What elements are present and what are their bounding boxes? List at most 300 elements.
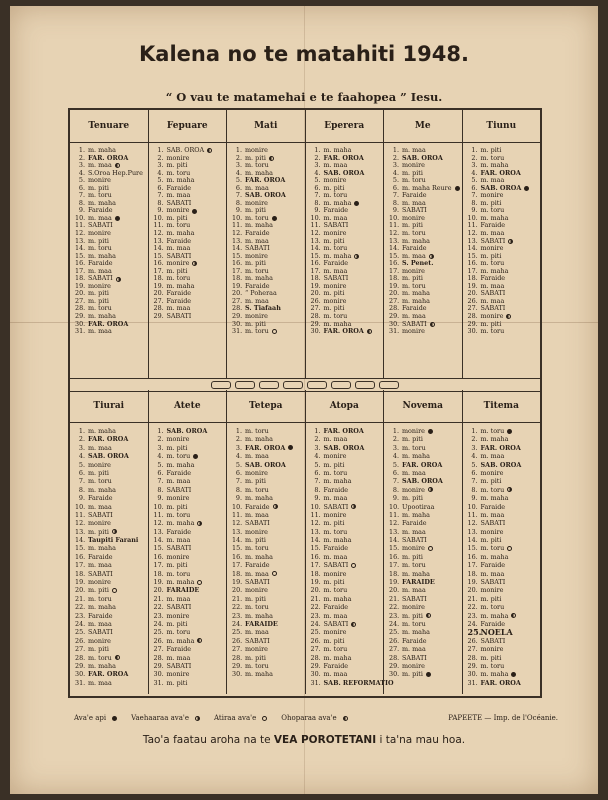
day-number: 18. [75,569,86,578]
day-label: m. maha [88,312,116,321]
day-label: monire [323,569,347,578]
day-label: m. maa [402,198,426,207]
day-number: 19. [310,281,321,290]
day-number: 29. [153,312,164,321]
day-number: 31. [310,678,321,687]
day-row [311,528,384,536]
month-name: Tetepa [227,390,305,423]
day-label: monire [166,259,190,268]
day-row [154,511,227,519]
day-label: Faraide [245,281,270,290]
day-label: m. toru [88,594,112,603]
month-name: Atopa [306,390,384,423]
day-number: 29. [232,661,243,670]
day-label: monire [323,281,347,290]
day-row [468,427,541,435]
month-name: Atete [149,390,227,423]
day-number: 6. [157,468,164,477]
day-label: m. maha [402,289,430,298]
day-label: m. maa [323,213,348,222]
day-number: 28. [153,653,164,662]
day-number: 4. [157,452,164,461]
day-number: 29. [153,661,164,670]
day-number: 18. [389,274,400,283]
day-number: 5. [157,460,164,469]
month-name: Titema [463,390,541,423]
day-label: m. toru [323,191,348,200]
day-label: m. maa [402,251,426,260]
day-row [468,192,541,200]
day-number: 21. [310,594,321,603]
day-row [232,435,305,443]
day-label: FAR. OROA [88,319,129,328]
day-label: m. maha [480,266,509,275]
day-number: 17. [467,266,478,275]
day-number: 14. [153,536,164,545]
day-label: Faraide [323,485,349,494]
month-column-eperera [305,110,384,378]
day-row [232,313,305,321]
day-list [384,143,462,336]
day-row [232,253,305,261]
day-number: 30. [310,670,321,679]
day-number: 18. [467,274,478,283]
day-label: m. maha [88,485,116,494]
day-row [468,603,541,611]
day-row [311,298,384,306]
day-label: m. piti [402,274,423,283]
day-label: monire [402,266,425,275]
day-label: monire [480,191,504,200]
printer-credit: PAPEETE — Imp. de l'Océanie. [448,714,558,722]
day-label: Faraide [402,304,427,313]
day-number: 23. [75,611,86,620]
day-label: Faraide [402,191,427,200]
day-number: 3. [157,443,164,452]
day-row [232,477,305,485]
moon-last-quarter-icon [426,613,431,618]
day-row [389,260,462,268]
day-row [389,461,462,469]
day-row [154,155,227,163]
day-label: m. maa [323,611,348,620]
day-label: FAR. OROA [323,327,364,336]
day-label: SABATI [88,274,113,283]
day-number: 31. [153,678,164,687]
day-label: monire [88,578,111,587]
day-number: 10. [389,213,400,222]
day-row [389,670,462,678]
day-label: m. piti [88,586,109,595]
moon-last-quarter-icon [207,148,212,153]
day-row [232,561,305,569]
day-label: FAR. OROA [323,427,364,435]
day-number: 2. [157,435,164,444]
day-label: m. toru [166,168,191,177]
day-label: m. piti [323,578,345,587]
day-number: 20. [389,289,400,298]
day-number: 29. [467,319,478,328]
day-label: m. maa [323,435,348,444]
day-label: Faraide [402,519,427,528]
day-row [468,662,541,670]
day-number: 21. [467,594,478,603]
day-row [311,328,384,336]
day-label: m. maa [88,327,112,336]
day-number: 9. [392,206,399,215]
day-label: m. toru [480,206,505,215]
day-label: monire [480,645,504,654]
day-row [311,654,384,662]
day-number: 13. [153,236,164,245]
day-row [232,628,305,636]
day-label: S. Tiafaah [245,304,281,313]
day-row [75,177,148,185]
day-number: 3. [314,161,321,170]
day-label: m. maa [88,678,112,687]
day-label: SABATI [402,536,427,545]
day-number: 6. [78,183,85,192]
day-label: m. maa [480,510,505,519]
day-row [311,494,384,502]
day-label: SABATI [166,312,192,321]
day-number: 4. [235,452,242,461]
day-row [468,469,541,477]
day-label: m. toru [166,274,191,283]
day-label: monire [402,427,425,435]
month-column-titema [462,390,541,694]
day-label: m. maa [323,494,348,503]
day-number: 27. [153,645,164,654]
day-label: Faraide [402,244,427,253]
day-list [306,423,394,687]
day-row [311,486,384,494]
ornament-chain [211,381,399,389]
month-column-novema [383,390,462,694]
day-row [389,268,462,276]
day-label: m. maha [245,168,273,177]
day-row [232,637,305,645]
day-number: 15. [389,251,400,260]
day-row [389,561,462,569]
day-row [232,511,305,519]
day-number: 31. [75,327,86,336]
day-label: m. maha [245,552,273,561]
day-number: 29. [310,319,321,328]
month-name: Novema [384,390,462,423]
day-label: m. toru [480,327,505,336]
day-label: SABATI [323,274,349,283]
day-row [389,162,462,170]
legend-text: Vaehaaraa ava'e [131,714,189,722]
moon-full-icon [272,571,277,576]
day-number: 17. [310,561,321,570]
day-label: monire [245,312,268,321]
day-number: 26. [232,636,243,645]
day-label: m. maa [402,146,426,154]
day-label: m. piti [402,435,423,444]
day-label: m. toru [166,569,191,578]
day-row [389,612,462,620]
day-label: m. toru [166,221,191,230]
day-label: m. maha [323,251,352,260]
day-number: 20. [467,289,478,298]
day-number: 10. [310,213,321,222]
day-label: m. piti [245,259,266,268]
day-number: 7. [392,191,399,200]
day-number: 3. [78,161,85,170]
day-number: 4. [314,168,321,177]
day-row [311,670,384,678]
day-row [311,511,384,519]
moon-last-quarter-icon [430,322,435,327]
day-row [154,486,227,494]
day-number: 24. [389,619,400,628]
day-label: monire [323,452,347,461]
day-label: m. maa [166,594,191,603]
day-label: monire [402,544,425,553]
day-row [311,461,384,469]
day-row [75,477,148,485]
day-label: m. maa [323,266,348,275]
day-row [311,477,384,485]
day-label: m. piti [245,153,266,162]
day-label: m. piti [323,289,345,298]
day-number: 11. [467,510,478,519]
day-number: 1. [392,427,399,435]
day-row [154,427,227,435]
day-number: 11. [153,510,164,519]
day-row [232,245,305,253]
day-row [75,553,148,561]
day-row [389,586,462,594]
day-number: 8. [235,198,242,207]
day-row [389,155,462,163]
day-label: Faraide [323,661,349,670]
day-row [154,494,227,502]
day-number: 11. [389,510,400,519]
day-number: 3. [392,161,399,170]
day-row [154,612,227,620]
day-number: 6. [471,468,478,477]
day-row [468,595,541,603]
day-number: 9. [471,206,478,215]
day-number: 2. [314,153,321,162]
day-number: 3. [471,161,478,170]
day-row [154,603,227,611]
day-number: 7. [235,191,242,200]
day-number: 22. [75,603,86,612]
day-row [468,519,541,527]
month-name: Tiunu [463,110,541,143]
day-number: 10. [75,502,86,511]
day-number: 27. [467,645,478,654]
day-row [75,290,148,298]
moon-first-quarter-icon [116,277,121,282]
day-label: SABATI [480,636,506,645]
day-number: 28. [310,312,321,321]
day-number: 11. [232,510,243,519]
day-label: SABATI [323,502,349,511]
day-row [468,637,541,645]
day-row [389,503,462,511]
moon-first-quarter-icon [354,254,359,259]
day-label: m. maa [402,586,426,595]
day-label: m. piti [480,536,502,545]
day-row [154,147,227,155]
day-number: 28. [467,312,478,321]
day-label: m. toru [245,661,269,670]
day-label: m. maha [402,569,430,578]
day-label: m. maha [323,594,352,603]
day-label: Faraide [245,561,270,570]
day-number: 10. [467,502,478,511]
day-label: monire [166,494,190,503]
day-number: 27. [75,296,86,305]
day-row [154,578,227,586]
day-label: SABATI [166,251,192,260]
day-number: 2. [471,435,478,444]
day-label: m. toru [480,661,505,670]
day-number: 28. [75,653,86,662]
day-label: Faraide [480,619,506,628]
day-number: 30. [389,670,400,679]
day-label: m. maa [480,569,505,578]
day-label: SABATI [480,519,506,528]
day-row [311,283,384,291]
day-row [311,536,384,544]
day-number: 27. [75,645,86,654]
day-row [232,452,305,460]
day-number: 17. [232,561,243,570]
day-number: 7. [471,191,478,200]
day-number: 11. [310,510,321,519]
day-number: 4. [471,452,478,461]
day-label: monire [166,153,190,162]
moon-full-icon [197,580,202,585]
day-number: 23. [389,611,400,620]
day-number: 10. [467,213,478,222]
day-row [232,570,305,578]
day-number: 21. [232,594,243,603]
moon-last-quarter-icon [197,638,202,643]
day-number: 27. [232,645,243,654]
day-number: 15. [75,544,86,553]
day-label: monire [88,176,111,185]
moon-new-icon [192,209,197,214]
day-row [154,469,227,477]
day-row [75,536,148,544]
day-number: 5. [157,176,164,185]
day-label: monire [245,146,268,154]
day-label: m. maa [245,183,269,192]
day-number: 3. [314,443,321,452]
day-number: 10. [389,502,400,511]
day-label: m. piti [402,494,423,503]
day-number: 14. [389,536,400,545]
day-number: 28. [232,304,243,313]
day-label: NOELA [480,627,513,638]
day-label: m. maha [402,628,430,637]
moon-last-quarter-icon [269,156,274,161]
day-number: 9. [392,494,399,503]
day-label: monire [402,327,425,336]
day-row [154,519,227,527]
day-label: m. maha [166,636,195,645]
day-label: m. piti [323,183,345,192]
day-label: SAB. OROA [323,443,365,452]
day-label: m. maha [323,319,352,328]
day-label: FARAIDE [166,586,200,595]
day-label: m. maha [323,653,352,662]
day-row [389,215,462,223]
day-number: 5. [235,460,242,469]
day-label: Faraide [480,274,506,283]
day-label: FAR. OROA [323,153,364,162]
month-name: Mati [227,110,305,143]
day-row [311,603,384,611]
day-row [75,620,148,628]
day-row [311,452,384,460]
day-label: m. toru [480,427,505,435]
day-number: 13. [467,527,478,536]
day-number: 11. [153,221,164,230]
day-row [389,494,462,502]
day-row [468,494,541,502]
day-row [232,603,305,611]
day-number: 8. [314,485,321,494]
day-label: SAB. OROA [245,460,286,469]
day-number: 5. [471,460,478,469]
month-name: Tiurai [70,390,148,423]
day-label: Faraide [402,636,427,645]
day-row [389,603,462,611]
day-number: 16. [467,259,478,268]
day-label: m. toru [323,312,348,321]
day-list [306,143,384,336]
day-label: monire [402,603,425,612]
day-label: monire [245,198,268,207]
moon-full-icon [507,546,512,551]
day-row [232,654,305,662]
day-label: m. piti [402,168,423,177]
day-label: m. toru [245,485,269,494]
day-row [75,612,148,620]
moon-last-quarter-icon [351,622,356,627]
day-number: 22. [153,603,164,612]
day-label: m. toru [88,244,112,253]
day-number: 28. [232,653,243,662]
day-label: m. toru [480,153,505,162]
day-label: m. maa [166,304,191,313]
day-label: m. toru [480,485,505,494]
day-number: 19. [153,578,164,587]
day-label: m. piti [88,645,109,654]
day-number: 19. [75,281,86,290]
day-label: SABATI [323,561,349,570]
day-number: 1. [314,146,321,154]
day-number: 4. [78,452,85,461]
day-label: monire [402,213,425,222]
day-row [75,544,148,552]
moon-first-quarter-icon [429,254,434,259]
day-row [389,427,462,435]
day-row [154,200,227,208]
day-number: 30. [75,319,86,328]
day-label: monire [245,586,268,595]
day-number: 9. [157,206,164,215]
day-number: 22. [232,603,243,612]
